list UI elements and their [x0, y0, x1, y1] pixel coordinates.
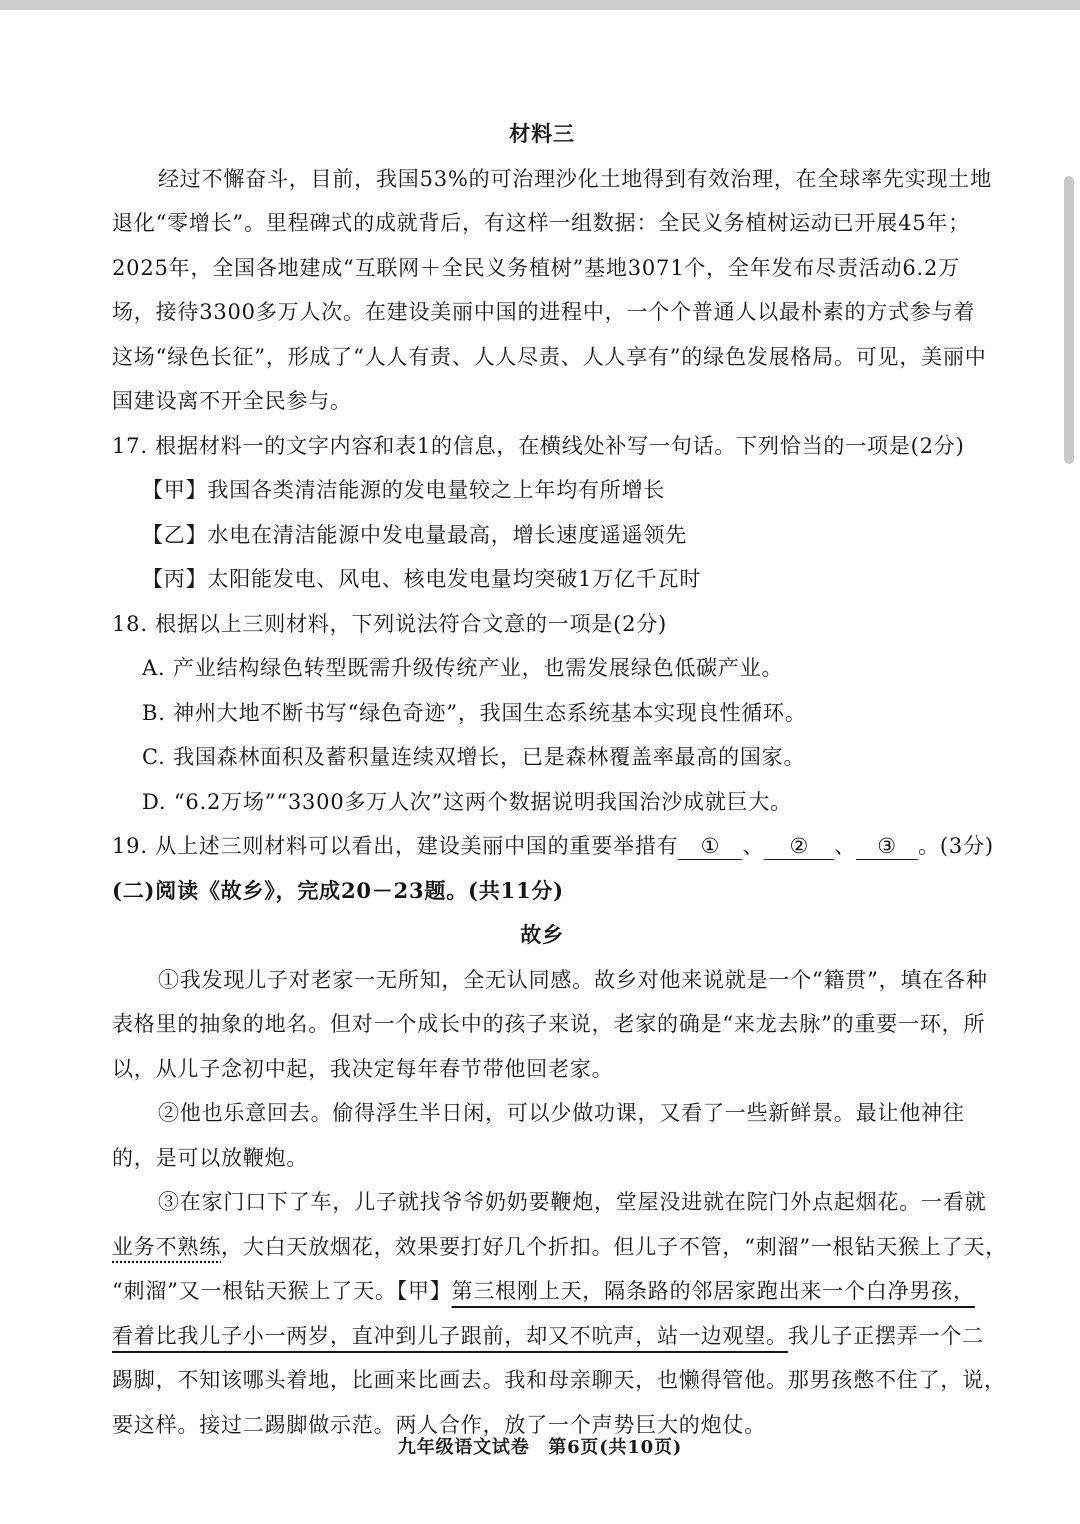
material3-line: 这场“绿色长征”，形成了“人人有责、人人尽责、人人享有”的绿色发展格局。可见，美丽中 [112, 344, 987, 369]
q17-stem: 17. 根据材料一的文字内容和表1的信息，在横线处补写一句话。下列恰当的一项是(2分) [112, 433, 965, 458]
underlined-passage-jia: 第三根刚上天，隔条路的邻居家跑出来一个白净男孩， [451, 1279, 975, 1303]
q19-blank-1: ① [678, 835, 742, 860]
q18-stem: 18. 根据以上三则材料，下列说法符合文意的一项是(2分) [112, 611, 668, 636]
top-bar [0, 0, 1080, 10]
story-p2-line: ②他也乐意回去。偷得浮生半日闲，可以少做功课，又看了一些新鲜景。最让他神往 [158, 1101, 965, 1125]
q17-option-yi: 【乙】水电在清洁能源中发电量最高，增长速度遥遥领先 [142, 522, 687, 547]
q19-blank-2: ② [764, 835, 834, 860]
material3-line: 国建设离不开全民参与。 [112, 389, 352, 413]
q17-option-jia: 【甲】我国各类清洁能源的发电量较之上年均有所增长 [142, 478, 666, 502]
story-p1-line: 表格里的抽象的地名。但对一个成长中的孩子来说，老家的确是“来龙去脉”的重要一环，所 [112, 1012, 986, 1036]
scrollbar[interactable] [1064, 176, 1074, 464]
story-p3-line [112, 1314, 984, 1359]
story-p1-line: ①我发现儿子对老家一无所知，全无认同感。故乡对他来说就是一个“籍贯”，填在各种 [158, 967, 988, 992]
underlined-passage-jia: 看着比我儿子小一两岁，直冲到儿子跟前，却又不吭声，站一边观望。 [112, 1323, 788, 1348]
page-footer: 九年级语文试卷 第6页(共10页) [397, 1437, 683, 1458]
q19-line [112, 824, 994, 869]
q19-separator: 、 [834, 834, 857, 858]
material3-line: 退化“零增长”。里程碑式的成就背后，有这样一组数据：全民义务植树运动已开展45年； [112, 211, 970, 235]
q17-option-bing: 【丙】太阳能发电、风电、核电发电量均突破1万亿千瓦时 [142, 567, 702, 591]
story-p3-line [112, 1269, 975, 1314]
dotted-phrase: 业务不熟练 [112, 1234, 221, 1259]
material3-line: 经过不懈奋斗，目前，我国53%的可治理沙化土地得到有效治理，在全球率先实现土地 [158, 166, 992, 191]
q18-option-a: A. 产业结构绿色转型既需升级传统产业，也需发展绿色低碳产业。 [142, 656, 784, 680]
q19-blank-3: ③ [856, 835, 918, 860]
q18-option-b: B. 神州大地不断书写“绿色奇迹”，我国生态系统基本实现良性循环。 [142, 700, 807, 725]
story-p3-line: 踢脚，不知该哪头着地，比画来比画去。我和母亲聊天，也懒得管他。那男孩憋不住了，说， [112, 1368, 1006, 1392]
material3-line: 场，接待3300多万人次。在建设美丽中国的进程中，一个个普通人以最朴素的方式参与着 [112, 300, 976, 324]
q19-separator: 、 [742, 834, 765, 858]
story-text: ，大白天放烟花，效果要打好几个折扣。但儿子不管，“刺溜”一根钻天猴上了天， [221, 1234, 1008, 1259]
story-p3-line: 要这样。接过二踢脚做示范。两人合作，放了一个声势巨大的炮仗。 [112, 1412, 766, 1437]
story-p3-line: ③在家门口下了车，儿子就找爷爷奶奶要鞭炮，堂屋没进就在院门外点起烟花。一看就 [158, 1190, 987, 1214]
story-p1-line: 以，从儿子念初中起，我决定每年春节带他回老家。 [112, 1056, 614, 1081]
story-text: 我儿子正摆弄一个二 [787, 1323, 984, 1348]
q19-tail: 。(3分) [918, 834, 994, 858]
material3-line: 2025年，全国各地建成“互联网＋全民义务植树”基地3071个，全年发布尽责活动6.2万 [112, 255, 960, 280]
material3-title: 材料三 [509, 121, 575, 146]
q19-stem: 19. 从上述三则材料可以看出，建设美丽中国的重要举措有 [112, 834, 679, 858]
section2-heading: (二)阅读《故乡》，完成20－23题。(共11分) [112, 877, 564, 903]
story-title: 故乡 [520, 922, 564, 947]
story-text: “刺溜”又一根钻天猴上了天。【甲】 [112, 1279, 452, 1303]
q18-option-d: D. “6.2万场”“3300多万人次”这两个数据说明我国治沙成就巨大。 [142, 789, 793, 814]
exam-page [112, 112, 1008, 1447]
story-p3-line [112, 1225, 1008, 1270]
story-p2-line: 的，是可以放鞭炮。 [112, 1145, 309, 1170]
q18-option-c: C. 我国森林面积及蓄积量连续双增长，已是森林覆盖率最高的国家。 [142, 745, 806, 769]
